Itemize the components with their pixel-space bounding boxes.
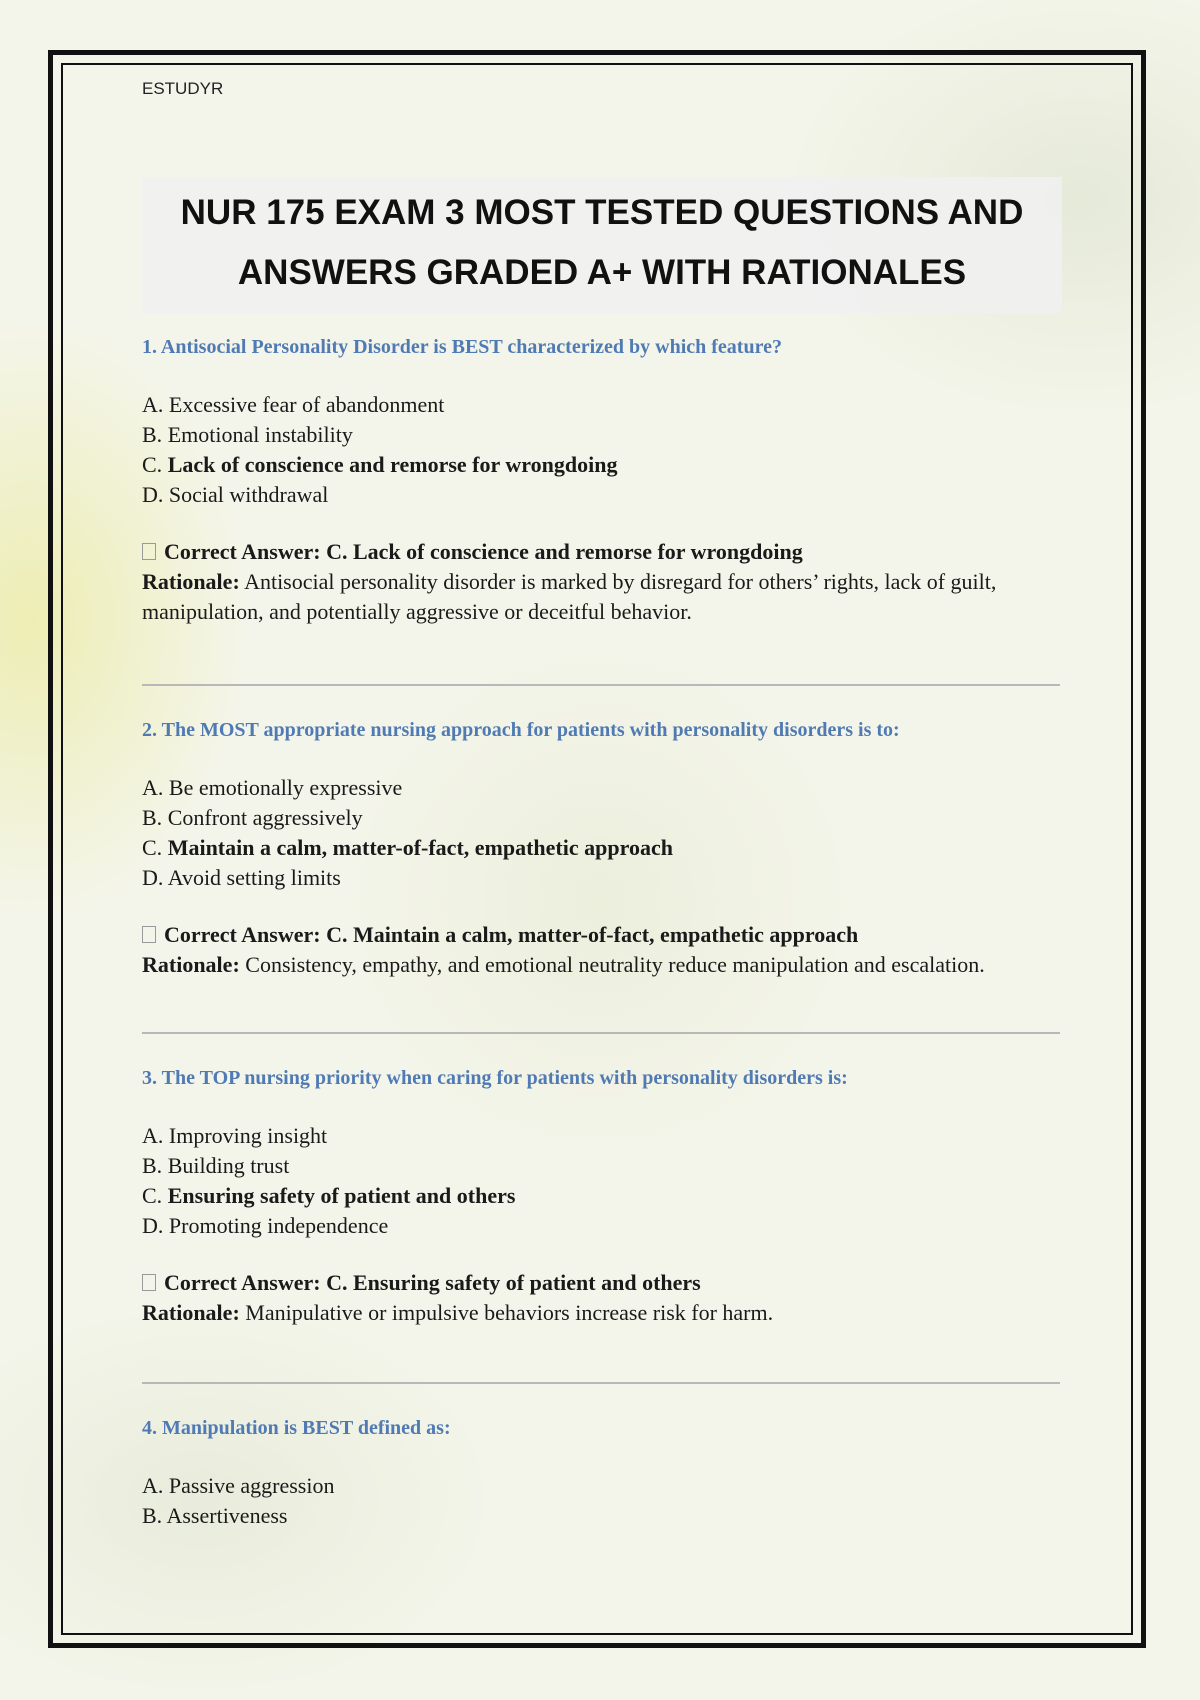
- rationale: [142, 950, 1062, 980]
- question-block-2: [142, 716, 1062, 980]
- option-text: Lack of conscience and remorse for wrongdoing: [167, 452, 618, 477]
- option-text: Assertiveness: [166, 1503, 288, 1528]
- option-letter: A.: [142, 1123, 164, 1148]
- rationale-text: Consistency, empathy, and emotional neutrality reduce manipulation and escalation.: [245, 952, 985, 977]
- option-d: [142, 863, 1062, 893]
- option-a: [142, 390, 1062, 420]
- option-letter: B.: [142, 422, 163, 447]
- option-letter: A.: [142, 1473, 164, 1498]
- option-letter: B.: [142, 805, 163, 830]
- option-list: [142, 390, 1062, 510]
- option-letter: C.: [142, 835, 163, 860]
- document-title: [142, 177, 1062, 313]
- section-divider: [142, 1032, 1060, 1034]
- option-text: Excessive fear of abandonment: [168, 392, 445, 417]
- option-b: [142, 1151, 1062, 1181]
- title-line-1: NUR 175 EXAM 3 MOST TESTED QUESTIONS AND: [180, 193, 1024, 232]
- option-letter: D.: [142, 865, 164, 890]
- option-list: [142, 1471, 1062, 1531]
- option-c: [142, 450, 1062, 480]
- option-letter: A.: [142, 392, 164, 417]
- correct-answer-text: Correct Answer: C. Lack of conscience and remorse for wrongdoing: [164, 539, 803, 564]
- option-letter: B.: [142, 1153, 163, 1178]
- option-text: Avoid setting limits: [167, 865, 341, 890]
- correct-answer: [142, 1268, 1062, 1298]
- option-letter: D.: [142, 482, 164, 507]
- section-divider: [142, 1382, 1060, 1384]
- checkbox-icon: [142, 926, 156, 943]
- option-b: [142, 1501, 1062, 1531]
- option-text: Promoting independence: [168, 1213, 389, 1238]
- option-letter: B.: [142, 1503, 163, 1528]
- option-letter: C.: [142, 452, 163, 477]
- checkbox-icon: [142, 543, 156, 560]
- option-text: Building trust: [167, 1153, 290, 1178]
- rationale: [142, 1298, 1062, 1328]
- option-b: [142, 420, 1062, 450]
- rationale-text: Antisocial personality disorder is marked by disregard for others’ rights, lack of guilt, manipulation, and potentially aggressive or deceitful behavior.: [142, 569, 997, 624]
- rationale-label: Rationale:: [142, 1300, 240, 1325]
- option-a: [142, 1121, 1062, 1151]
- option-text: Be emotionally expressive: [168, 775, 403, 800]
- option-d: [142, 480, 1062, 510]
- option-c: [142, 1181, 1062, 1211]
- option-letter: C.: [142, 1183, 163, 1208]
- question-text: 2. The MOST appropriate nursing approach for patients with personality disorders is to:: [142, 719, 900, 741]
- option-b: [142, 803, 1062, 833]
- option-letter: A.: [142, 775, 164, 800]
- rationale-label: Rationale:: [142, 952, 240, 977]
- option-text: Confront aggressively: [167, 805, 363, 830]
- document-body: [142, 78, 1062, 1531]
- rationale: [142, 567, 1062, 627]
- title-line-2: ANSWERS GRADED A+ WITH RATIONALES: [237, 253, 967, 292]
- option-text: Maintain a calm, matter-of-fact, empathetic approach: [167, 835, 673, 860]
- option-text: Ensuring safety of patient and others: [167, 1183, 516, 1208]
- question-text: 1. Antisocial Personality Disorder is BEST characterized by which feature?: [142, 336, 782, 358]
- option-text: Emotional instability: [167, 422, 353, 447]
- rationale-text: Manipulative or impulsive behaviors increase risk for harm.: [245, 1300, 774, 1325]
- option-list: [142, 1121, 1062, 1241]
- question-block-1: [142, 333, 1062, 627]
- checkbox-icon: [142, 1274, 156, 1291]
- option-a: [142, 773, 1062, 803]
- correct-answer: [142, 537, 1062, 567]
- option-d: [142, 1211, 1062, 1241]
- correct-answer-text: Correct Answer: C. Maintain a calm, matter-of-fact, empathetic approach: [164, 922, 859, 947]
- question-text: 3. The TOP nursing priority when caring for patients with personality disorders is:: [142, 1067, 848, 1089]
- question-block-4: [142, 1414, 1062, 1531]
- option-text: Social withdrawal: [168, 482, 329, 507]
- option-text: Improving insight: [168, 1123, 328, 1148]
- option-text: Passive aggression: [168, 1473, 335, 1498]
- option-list: [142, 773, 1062, 893]
- question-text: 4. Manipulation is BEST defined as:: [142, 1417, 451, 1439]
- rationale-label: Rationale:: [142, 569, 240, 594]
- option-a: [142, 1471, 1062, 1501]
- brand-label: ESTUDYR: [142, 79, 224, 98]
- correct-answer-text: Correct Answer: C. Ensuring safety of patient and others: [164, 1270, 701, 1295]
- correct-answer: [142, 920, 1062, 950]
- option-c: [142, 833, 1062, 863]
- question-block-3: [142, 1064, 1062, 1328]
- option-letter: D.: [142, 1213, 164, 1238]
- section-divider: [142, 684, 1060, 686]
